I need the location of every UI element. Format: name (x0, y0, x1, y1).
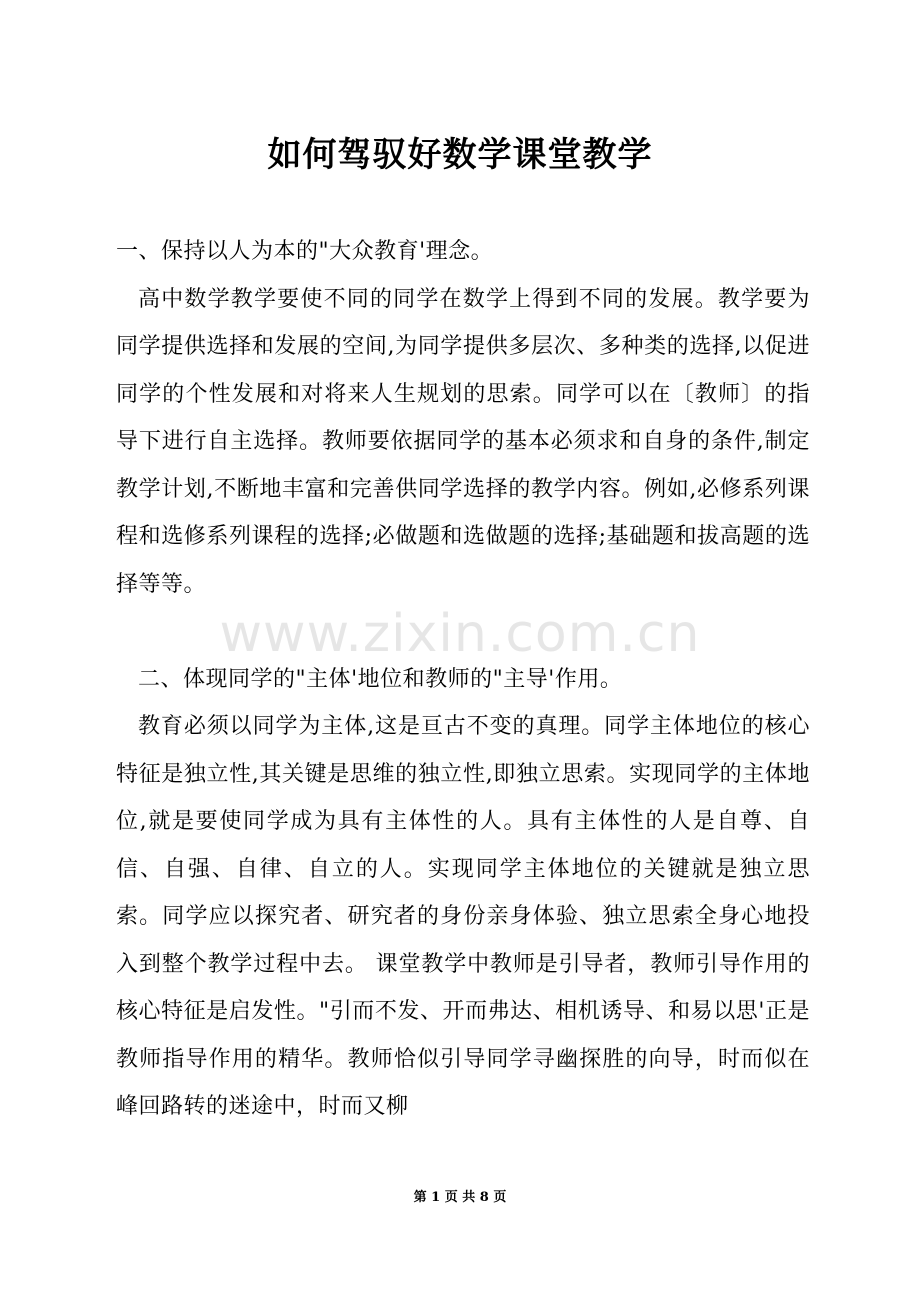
page-footer: 第 1 页 共 8 页 (413, 1190, 507, 1205)
watermark-text: www.zixin.com.cn (219, 604, 701, 664)
document-title: 如何驾驭好数学课堂教学 (267, 135, 653, 175)
paragraph-spacer (116, 608, 810, 656)
section-paragraph-2: 教育必须以同学为主体,这是亘古不变的真理。同学主体地位的核心特征是独立性,其关键是思维的独立性,即独立思索。实现同学的主体地位,就是要使同学成为具有主体性的人。具有主体性的人是自尊、自信、自强、自律、自立的人。实现同学主体地位的关键就是独立思索。同学应以探究者、研究者的身份亲身体验、独立思索全身心地投入到整个教学过程中去。 课堂教学中教师是引导者，教师引导作用的核心特征是启发性。"引而不发、开而弗达、相机诱导、和易以思'正是教师指导作用的精华。教师恰似引导同学寻幽探胜的向导，时而似在峰回路转的迷途中，时而又柳 (116, 714, 810, 1119)
section-paragraph-1: 高中数学教学要使不同的同学在数学上得到不同的发展。教学要为同学提供选择和发展的空间,为同学提供多层次、多种类的选择,以促进同学的个性发展和对将来人生规划的思索。同学可以在〔教师〕的指导下进行自主选择。教师要依据同学的基本必须求和自身的条件,制定教学计划,不断地丰富和完善供同学选择的教学内容。例如,必修系列课程和选修系列课程的选择;必做题和选做题的选择;基础题和拔高题的选择等等。 (116, 286, 810, 597)
section-heading-2: 二、体现同学的"主体'地位和教师的"主导'作用。 (138, 666, 623, 692)
section-heading-1: 一、保持以人为本的"大众教育'理念。 (116, 239, 494, 264)
document-body (116, 228, 810, 1131)
